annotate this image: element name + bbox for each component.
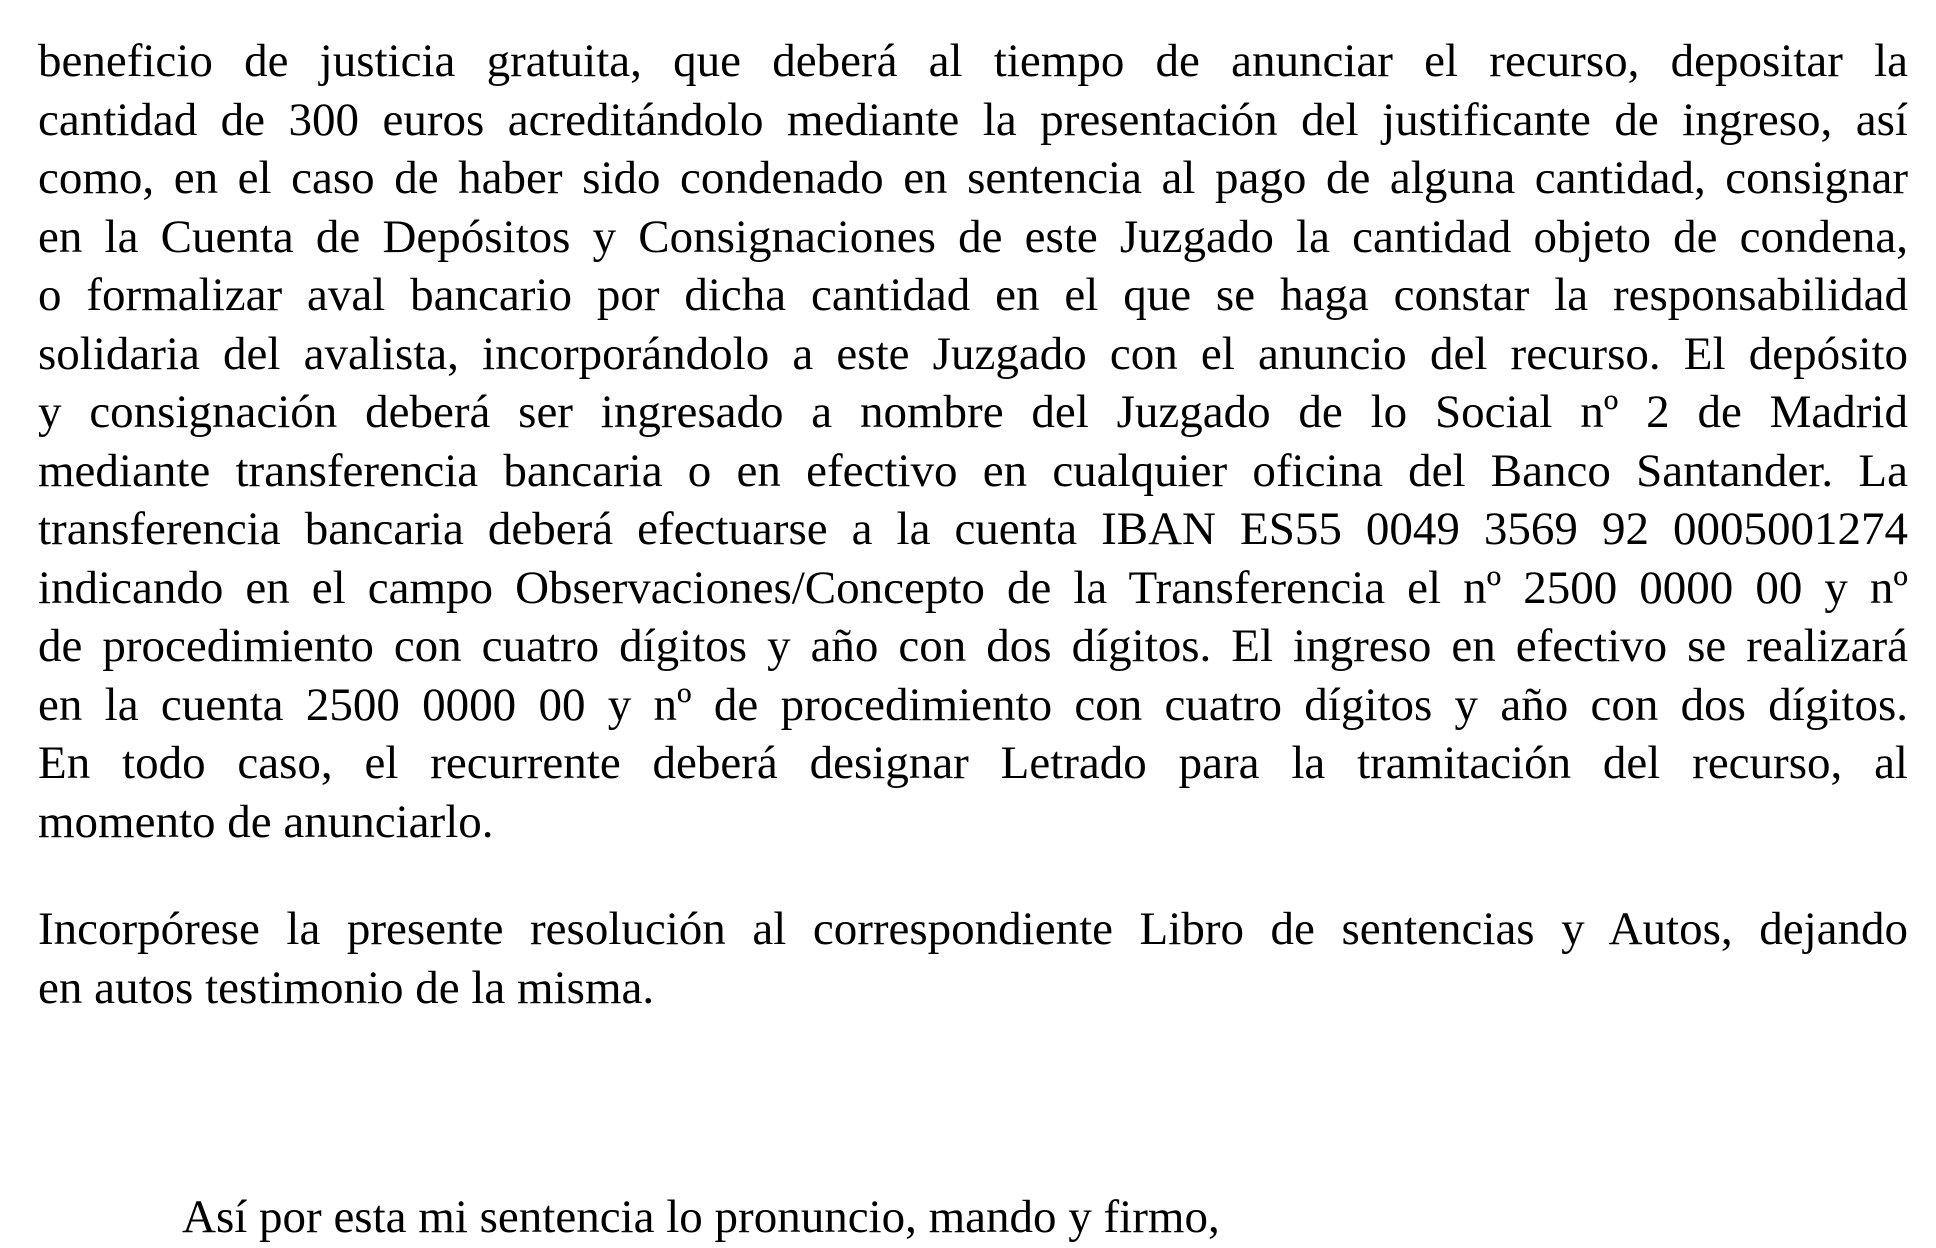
text-line: solidaria del avalista, incorporándolo a este Juzgado con el anuncio del recurso. El depósito (38, 327, 1908, 380)
text-line: cantidad de 300 euros acreditándolo mediante la presentación del justificante de ingreso, así (38, 93, 1908, 146)
text-line: como, en el caso de haber sido condenado en sentencia al pago de alguna cantidad, consignar (38, 152, 1908, 204)
text-line: mediante transferencia bancaria o en efectivo en cualquier oficina del Banco Santander. La (38, 444, 1908, 497)
text-line: o formalizar aval bancario por dicha cantidad en el que se haga constar la responsabilidad (38, 269, 1908, 321)
text-line: en la cuenta 2500 0000 00 y nº de procedimiento con cuatro dígitos y año con dos dígitos. (38, 678, 1908, 731)
paragraph-incorporation (38, 900, 1908, 1017)
paragraph-recurso-instructions (38, 32, 1908, 851)
text-line: momento de anunciarlo. (38, 795, 494, 848)
text-line: en la Cuenta de Depósitos y Consignaciones de este Juzgado la cantidad objeto de condena, (38, 210, 1908, 263)
text-line: beneficio de justicia gratuita, que deberá al tiempo de anunciar el recurso, depositar la (38, 35, 1908, 87)
text-line: Incorpórese la presente resolución al correspondiente Libro de sentencias y Autos, dejando (38, 903, 1908, 955)
text-line: transferencia bancaria deberá efectuarse a la cuenta IBAN ES55 0049 3569 92 0005001274 (38, 503, 1908, 555)
closing-statement: Así por esta mi sentencia lo pronuncio, mando y firmo, (182, 1191, 1220, 1243)
text-line: y consignación deberá ser ingresado a nombre del Juzgado de lo Social nº 2 de Madrid (38, 386, 1908, 438)
text-line: indicando en el campo Observaciones/Concepto de la Transferencia el nº 2500 0000 00 y nº (38, 561, 1908, 614)
text-line: En todo caso, el recurrente deberá designar Letrado para la tramitación del recurso, al (38, 737, 1908, 789)
text-line: en autos testimonio de la misma. (38, 961, 655, 1014)
text-line: de procedimiento con cuatro dígitos y año con dos dígitos. El ingreso en efectivo se realizará (38, 620, 1908, 672)
